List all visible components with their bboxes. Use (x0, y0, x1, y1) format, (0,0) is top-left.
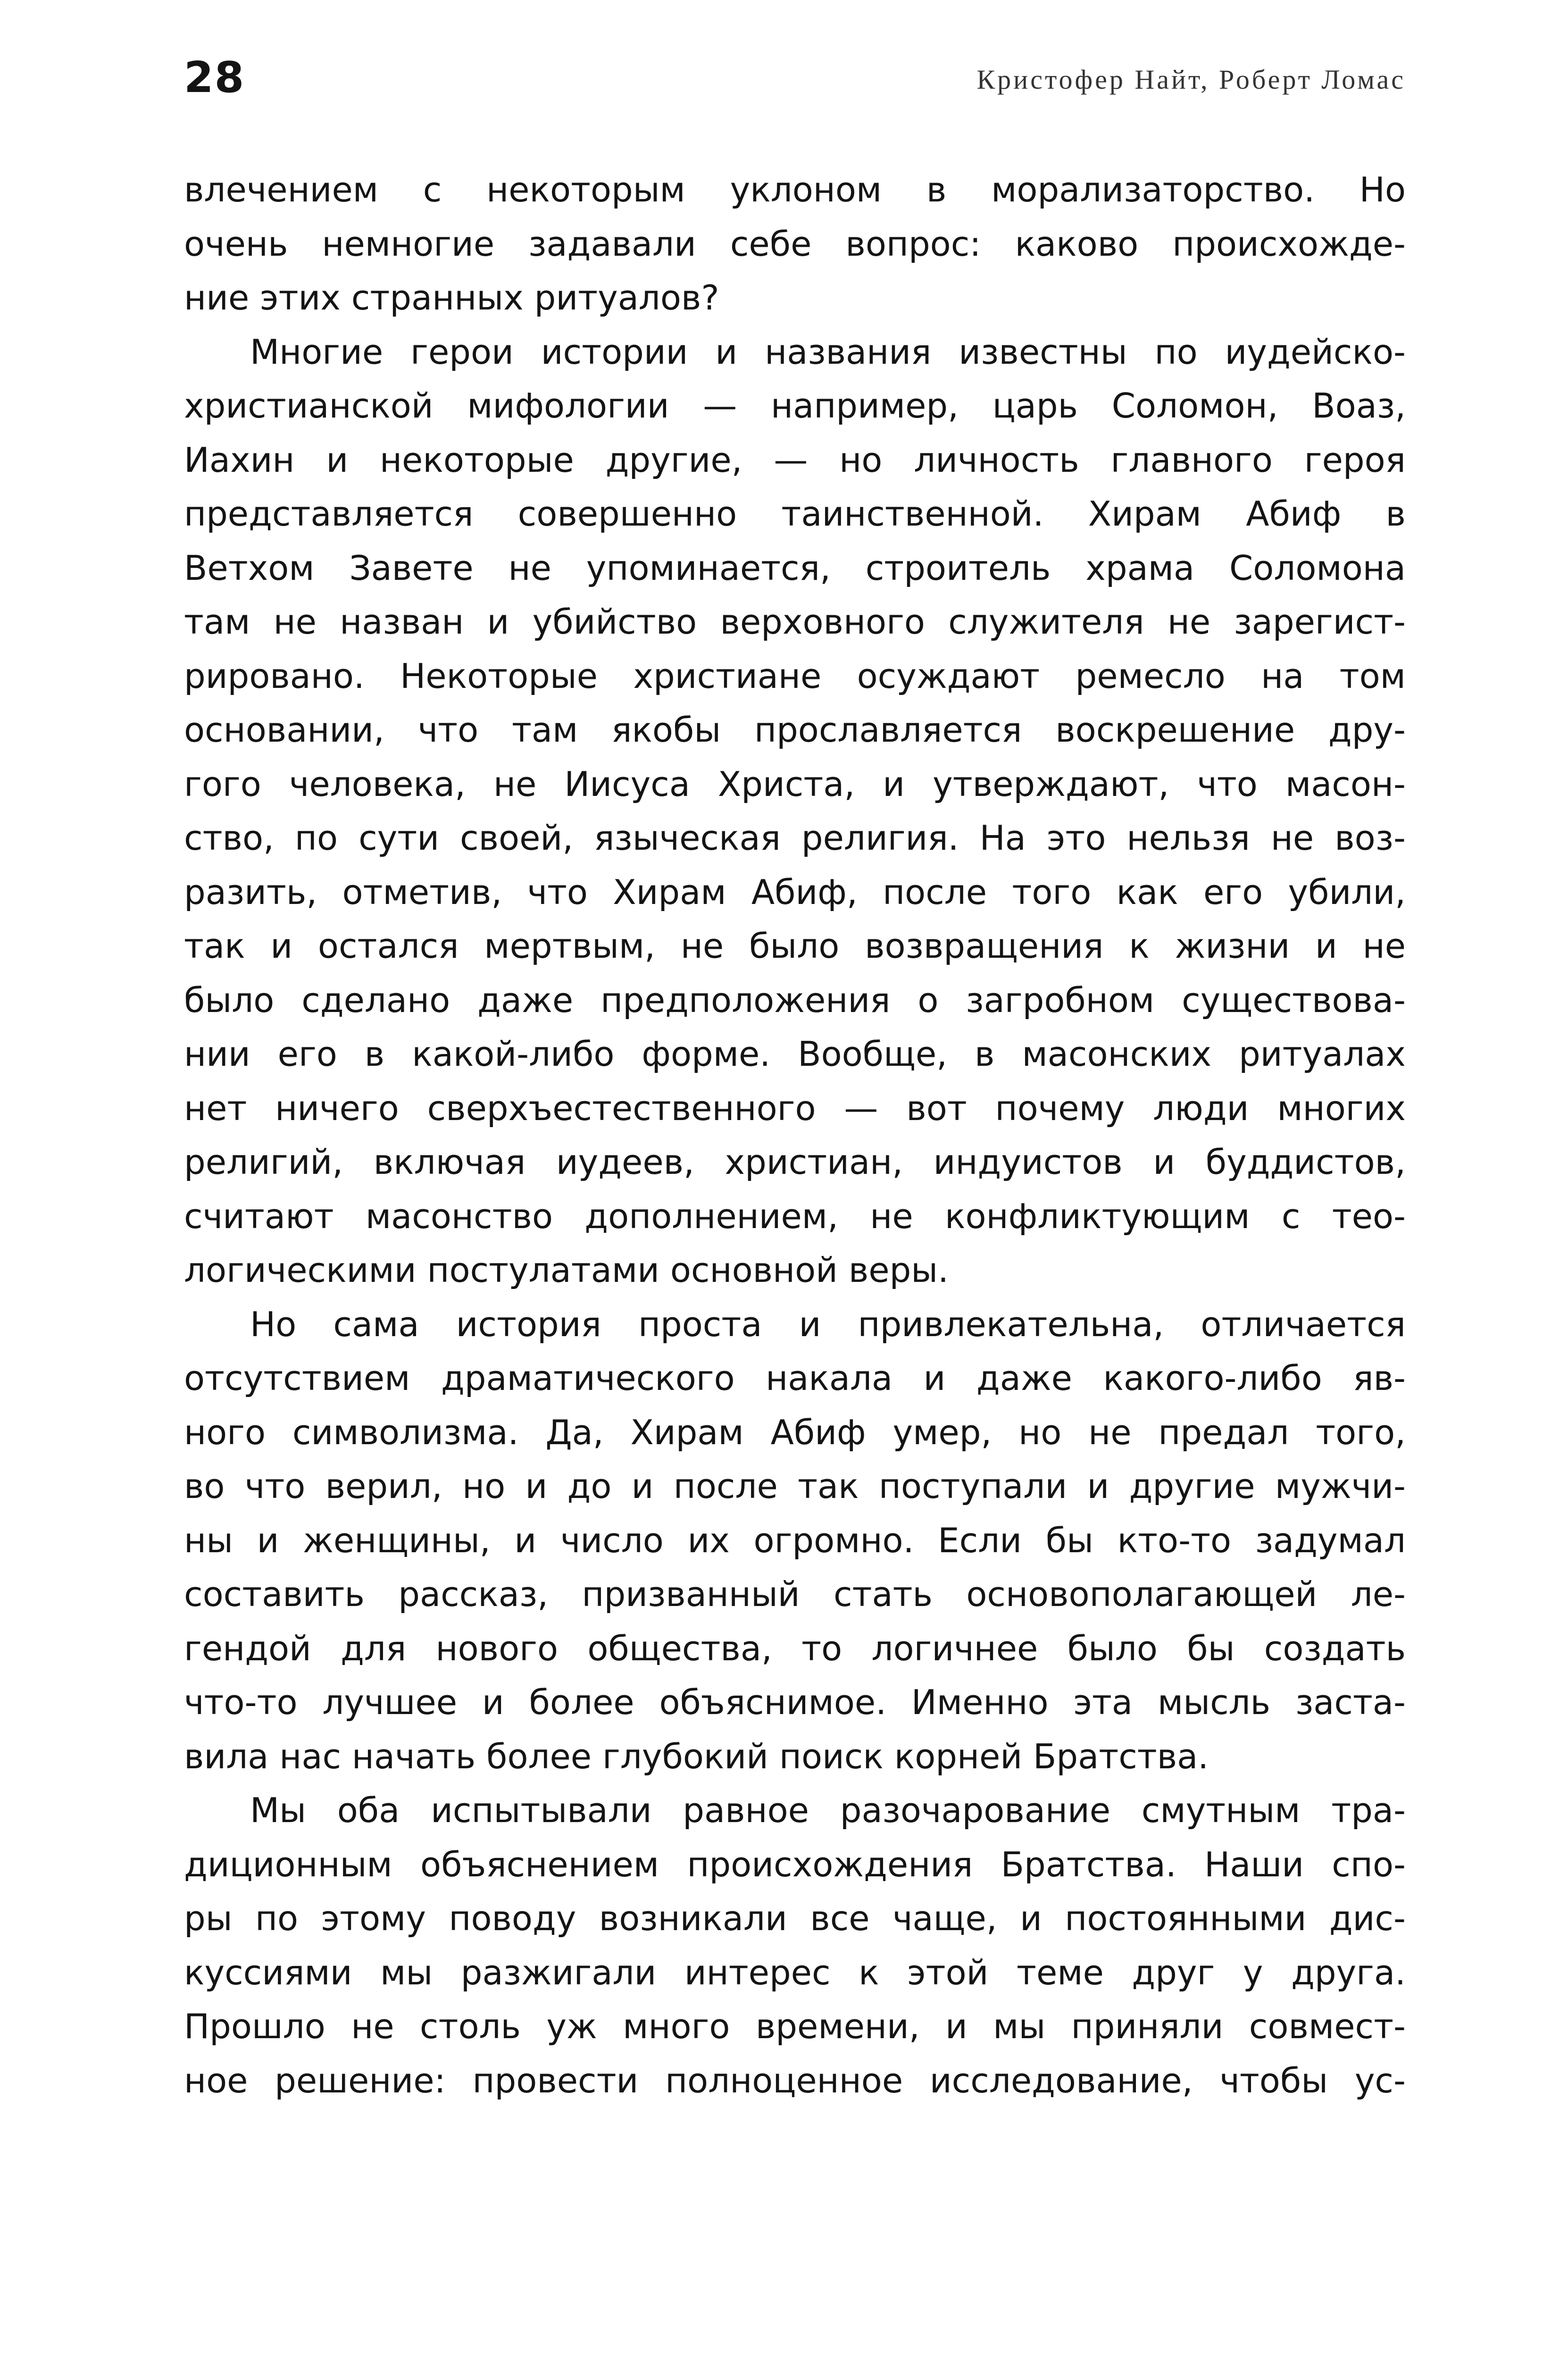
page-header (184, 47, 1406, 109)
text-line: диционным объяснением происхождения Братства. Наши спо- (184, 1844, 1406, 1884)
text-line: ры по этому поводу возникали все чаще, и постоянными дис- (184, 1899, 1406, 1938)
text-line: Но сама история проста и привлекательна, отличается (250, 1304, 1406, 1344)
text-line: так и остался мертвым, не было возвращения к жизни и не (184, 926, 1406, 966)
text-line: религий, включая иудеев, христиан, индуистов и буддистов, (184, 1142, 1406, 1182)
text-line: ство, по сути своей, языческая религия. На это нельзя не воз- (184, 818, 1406, 858)
text-line: гого человека, не Иисуса Христа, и утверждают, что масон- (184, 764, 1406, 804)
text-line: куссиями мы разжигали интерес к этой теме друг у друга. (184, 1952, 1406, 1992)
running-head-authors: Кристофер Найт, Роберт Ломас (976, 64, 1406, 95)
text-line: Мы оба испытывали равное разочарование смутным тра- (250, 1790, 1406, 1830)
text-line: отсутствием драматического накала и даже какого-либо яв- (184, 1358, 1406, 1398)
text-line: нет ничего сверхъестественного — вот почему люди многих (184, 1088, 1406, 1128)
paragraph (184, 1783, 1406, 2108)
text-line: рировано. Некоторые христиане осуждают ремесло на том (184, 656, 1406, 696)
text-line: гендой для нового общества, то логичнее было бы создать (184, 1628, 1406, 1668)
text-line: представляется совершенно таинственной. Хирам Абиф в (184, 494, 1406, 534)
paragraph (184, 1297, 1406, 1784)
text-line: Иахин и некоторые другие, — но личность главного героя (184, 440, 1406, 480)
text-line: ное решение: провести полноценное исследование, чтобы ус- (184, 2060, 1406, 2100)
text-line: очень немногие задавали себе вопрос: каково происхожде- (184, 224, 1406, 264)
text-line: считают масонство дополнением, не конфликтующим с тео- (184, 1196, 1406, 1236)
text-line: было сделано даже предположения о загробном существова- (184, 980, 1406, 1020)
paragraph (184, 163, 1406, 325)
body-text (184, 163, 1406, 2108)
paragraph (184, 325, 1406, 1297)
text-line: там не назван и убийство верховного служителя не зарегист- (184, 602, 1406, 642)
text-line: христианской мифологии — например, царь Соломон, Воаз, (184, 386, 1406, 426)
text-line: Прошло не столь уж много времени, и мы приняли совмест- (184, 2007, 1406, 2046)
text-line: составить рассказ, призванный стать основополагающей ле- (184, 1574, 1406, 1614)
text-line: основании, что там якобы прославляется воскрешение дру- (184, 710, 1406, 750)
text-line: ние этих странных ритуалов? (184, 278, 719, 318)
text-line: Ветхом Завете не упоминается, строитель храма Соломона (184, 548, 1406, 588)
text-line: вила нас начать более глубокий поиск корней Братства. (184, 1736, 1209, 1776)
text-line: ного символизма. Да, Хирам Абиф умер, но не предал того, (184, 1412, 1406, 1452)
page-number: 28 (184, 53, 245, 102)
text-line: ны и женщины, и число их огромно. Если бы кто-то задумал (184, 1520, 1406, 1560)
text-line: разить, отметив, что Хирам Абиф, после того как его убили, (184, 872, 1406, 912)
text-line: во что верил, но и до и после так поступали и другие мужчи- (184, 1466, 1406, 1506)
text-line: влечением с некоторым уклоном в морализаторство. Но (184, 170, 1406, 209)
text-line: логическими постулатами основной веры. (184, 1250, 949, 1290)
text-line: что-то лучшее и более объяснимое. Именно эта мысль заста- (184, 1682, 1406, 1722)
text-line: нии его в какой-либо форме. Вообще, в масонских ритуалах (184, 1034, 1406, 1074)
text-line: Многие герои истории и названия известны по иудейско- (250, 332, 1406, 372)
